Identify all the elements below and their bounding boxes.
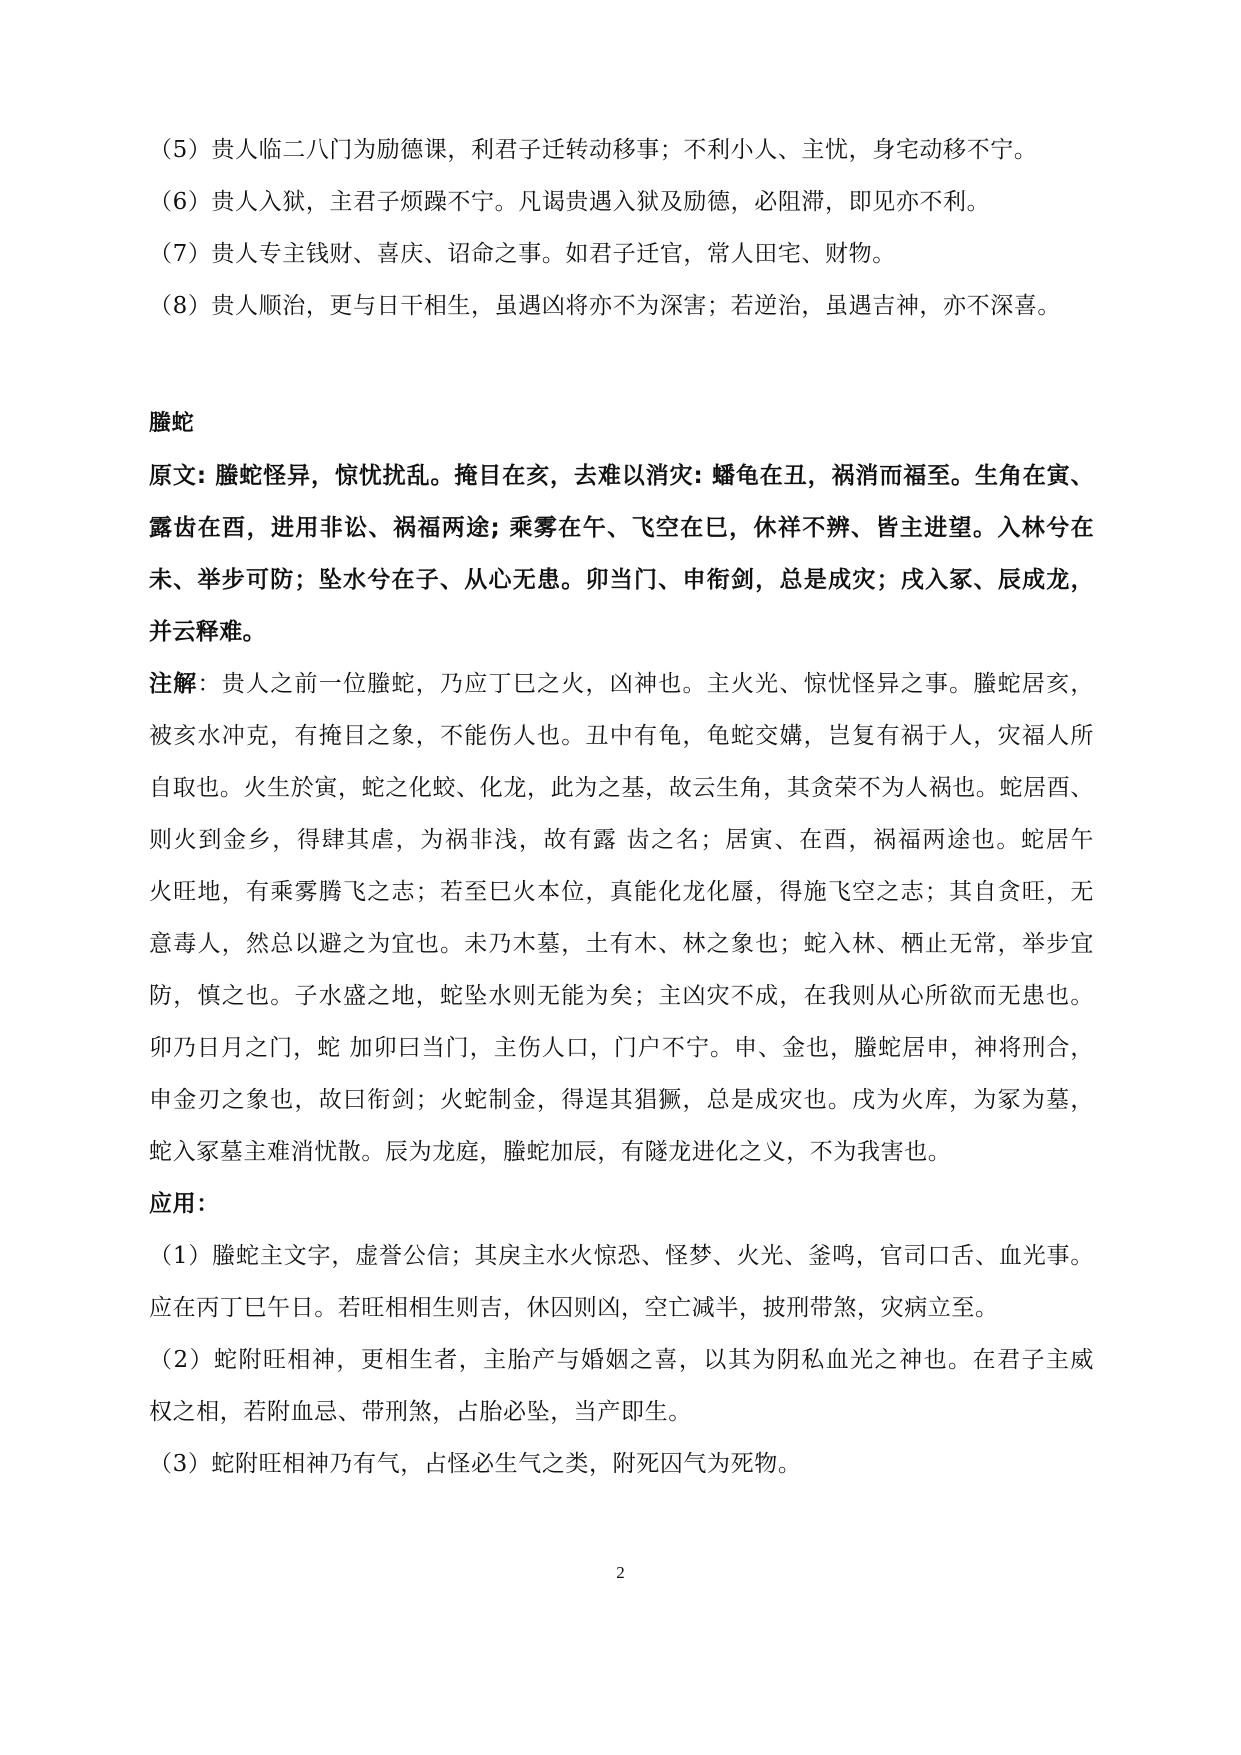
notes-line: 自取也。火生於寅，蛇之化蛟、化龙，此为之基，故云生角，其贪荣不为人祸也。蛇居酉、 (149, 775, 1094, 801)
notes-line: 意毒人，然总以避之为宜也。未乃木墓，土有木、林之象也；蛇入林、栖止无常，举步宜 (149, 931, 1094, 957)
notes-label: 注解 (149, 671, 198, 697)
notes-line: 则火到金乡，得肆其虐，为祸非浅，故有露 齿之名；居寅、在酉，祸福两途也。蛇居午 (149, 827, 1094, 853)
list-item: （7）贵人专主钱财、喜庆、诏命之事。如君子迁官，常人田宅、财物。 (149, 241, 896, 267)
list-item: （6）贵人入狱，主君子烦躁不宁。凡谒贵遇入狱及励德，必阻滞，即见亦不利。 (149, 189, 991, 215)
notes-line: 卯乃日月之门，蛇 加卯曰当门，主伤人口，门户不宁。申、金也，螣蛇居申，神将刑合， (149, 1035, 1094, 1061)
notes-line: 蛇入冢墓主难消忧散。辰为龙庭，螣蛇加辰，有隧龙进化之义，不为我害也。 (149, 1139, 952, 1165)
notes-line: 申金刃之象也，故曰衔剑；火蛇制金，得逞其猖獗，总是成灾也。戌为火库，为冢为墓， (149, 1087, 1094, 1113)
notes-first-line (149, 658, 1094, 710)
notes-line: 火旺地，有乘雾腾飞之志；若至巳火本位，真能化龙化蜃，得施飞空之志；其自贪旺，无 (149, 879, 1094, 905)
section-title: 螣蛇 (149, 411, 195, 436)
page-number: 2 (616, 1563, 625, 1582)
notes-text (149, 658, 1094, 1178)
original-line: 露齿在酉，进用非讼、祸福两途; 乘雾在午、飞空在巳，休祥不辨、皆主进望。入林兮在 (149, 515, 1094, 541)
list-item: （5）贵人临二八门为励德课，利君子迁转动移事；不利小人、主忧，身宅动移不宁。 (149, 137, 1038, 163)
original-line: 原文: 螣蛇怪异，惊忧扰乱。掩目在亥，去难以消灾: 蟠龟在丑，祸消而福至。生角在寅、 (149, 463, 1094, 489)
application-line: （2）蛇附旺相神，更相生者，主胎产与婚姻之喜，以其为阴私血光之神也。在君子主威 (149, 1347, 1094, 1373)
application-label: 应用： (149, 1191, 220, 1217)
application-line: （3）蛇附旺相神乃有气，占怪必生气之类，附死囚气为死物。 (149, 1451, 802, 1477)
original-line: 并云释难。 (149, 619, 266, 645)
application-line: 应在丙丁巳午日。若旺相相生则吉，休囚则凶，空亡减半，披刑带煞，灾病立至。 (149, 1295, 999, 1321)
original-line: 未、举步可防；坠水兮在子、从心无患。卯当门、申衔剑，总是成灾；戌入冢、辰成龙， (149, 567, 1094, 593)
notes-line: 被亥水冲克，有掩目之象，不能伤人也。丑中有龟，龟蛇交媾，岂复有祸于人，灾福人所 (149, 723, 1094, 749)
prev-section-items (149, 124, 1094, 332)
application-line: （1）螣蛇主文字，虚誉公信；其戾主水火惊恐、怪梦、火光、釜鸣，官司口舌、血光事。 (149, 1243, 1094, 1269)
original-text (149, 450, 1094, 658)
notes-line: ：贵人之前一位螣蛇，乃应丁巳之火，凶神也。主火光、惊忧怪异之事。螣蛇居亥， (197, 671, 1094, 697)
application-section (149, 1178, 1094, 1490)
list-item: （8）贵人顺治，更与日干相生，虽遇凶将亦不为深害；若逆治，虽遇吉神，亦不深喜。 (149, 293, 1062, 319)
notes-line: 防，慎之也。子水盛之地，蛇坠水则无能为矣；主凶灾不成，在我则从心所欲而无患也。 (149, 983, 1094, 1009)
application-line: 权之相，若附血忌、带刑煞，占胎必坠，当产即生。 (149, 1399, 692, 1425)
